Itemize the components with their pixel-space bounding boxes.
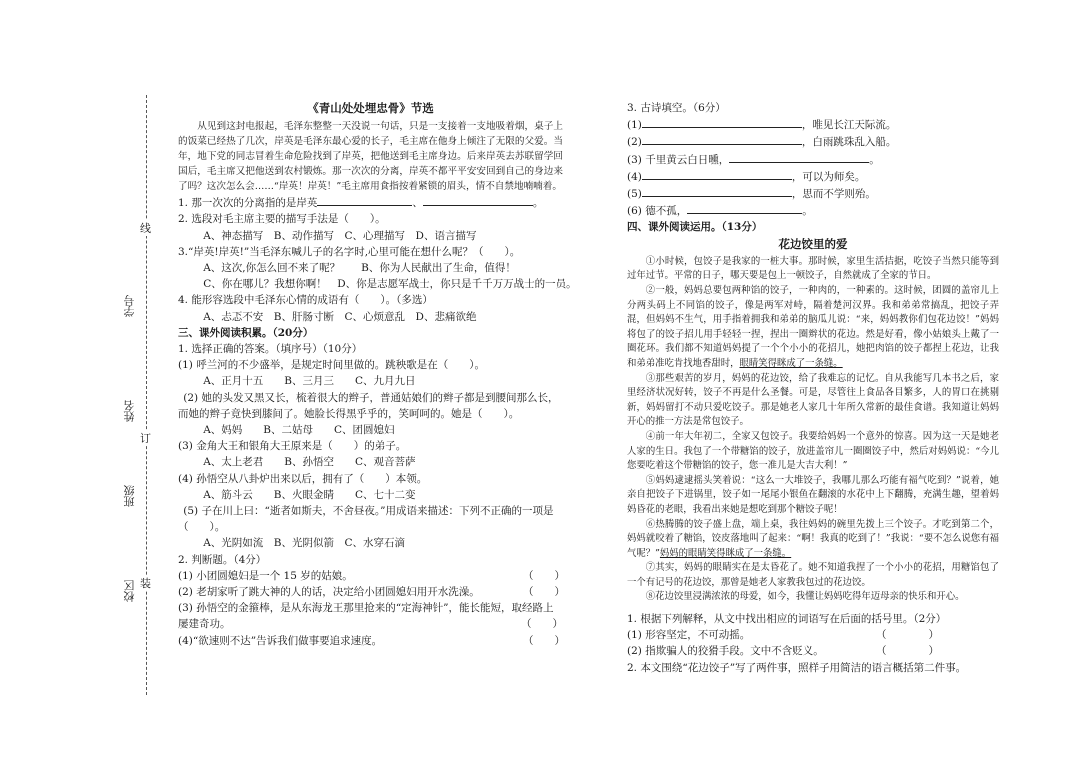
answer-blank[interactable]	[687, 202, 802, 214]
question-3-options-ab: A、这次,你怎么回不来了呢？ B、你为人民献出了生命，值得！	[203, 262, 516, 275]
choice-q4-options: A、筋斗云 B、火眼金睛 C、七十二变	[203, 488, 416, 501]
binding-margin	[118, 95, 178, 695]
class-label: 班级	[123, 485, 136, 507]
question-2: 2. 选段对毛主席主要的描写手法是（ ）。	[178, 213, 386, 226]
choice-q1: (1) 呼兰河的不少盛举，是规定时间里做的。跳秧歌是在（ ）。	[178, 359, 485, 372]
story-para-1: ①小时候，包饺子是我家的一桩大事。那时候，家里生活拮据，吃饺子当然只能等到过年过节。平常的日子，哪天要是包上一顿饺子，自然就成了全家的节日。	[627, 255, 999, 282]
judge-paren[interactable]: （ ）	[523, 634, 565, 647]
answer-blank[interactable]	[317, 194, 412, 206]
story-para-3: ③那些艰苦的岁月，妈妈的花边饺，给了我难忘的记忆。自从我能写几本书之后，家里经济状况好转，饺子不再是什么圣餐。可是，尽管往上食品各目繁多，人的胃口在挑剔新，妈妈留打不动只爱吃饺子。那是她老人家几十年所久常新的最佳食谱。我知道让妈妈开心的推一方法是常包饺子。	[627, 372, 999, 428]
question-1: 1. 那一次次的分离指的是岸英 、 。	[178, 194, 563, 211]
section-4-heading: 四、课外阅读运用。（13分）	[627, 221, 763, 234]
section-3-heading: 三、课外阅读积累。（20分）	[178, 326, 314, 339]
judge-item-4: (4)“欲速则不达”告诉我们做事要追求速度。 （ ）	[178, 633, 563, 649]
judge-item-1: (1) 小团圆媳妇是一个 15 岁的姑娘。 （ ）	[178, 568, 563, 584]
poem-2: (2) ，白雨跳珠乱入船。	[627, 133, 999, 150]
left-column	[178, 100, 577, 649]
choice-q1-options: A、正月十五 B、三月三 C、九月九日	[203, 375, 416, 388]
choice-q2-options: A、妈妈 B、二姑母 C、团圆媳妇	[203, 424, 395, 437]
judge-item-3: (3) 孙悟空的金箍棒，是从东海龙王那里抢来的“定海神针”，能长能短，取经路上屡建奇功。 （ ）	[178, 600, 563, 632]
choice-q3: (3) 金角大王和银角大王原来是（ ）的弟子。	[178, 440, 407, 453]
binding-line-char: 线	[140, 222, 151, 235]
poem-5: (5) ，思而不学则殆。	[627, 185, 999, 202]
answer-paren[interactable]: （ ）	[876, 629, 939, 642]
poem-6: (6) 德不孤， 。	[627, 202, 999, 219]
question-4: 4. 能形容选段中毛泽东心情的成语有（ ）。（多选）	[178, 294, 433, 307]
answer-paren[interactable]: （ ）	[876, 645, 939, 658]
binding-dashed-line	[146, 95, 147, 695]
answer-blank[interactable]	[642, 185, 792, 197]
story-para-6: ⑥热腾腾的饺子盛上盘，端上桌，我往妈妈的碗里先拨上三个饺子。才吃到第二个，妈妈就咬着了糖馅，饺皮落地叫了起来：“啊！我真的吃到了！”我说：“要不怎么说您有福气呢？”妈妈的眼睛笑得眯成了一条缝。	[627, 518, 999, 559]
answer-blank[interactable]	[642, 116, 802, 128]
name-label: 姓名	[123, 400, 136, 422]
story-title: 花边饺里的爱	[778, 236, 848, 251]
choice-q5-options: A、光阴如流 B、光阴似箭 C、水穿石滴	[203, 537, 406, 550]
binding-ding-char: 订	[140, 432, 151, 445]
judge-item-2: (2) 老胡家听了跳大神的人的话，决定给小团圆媳妇用开水洗澡。 （ ）	[178, 584, 563, 600]
story-para-5: ⑤妈妈逮逮摇头笑着说：“这么一大堆饺子，我哪儿那么巧能有福气吃到？”说着，她亲自把饺子下进锅里，饺子如一尾尾小银鱼在翻滚的水花中上下翻腾，充满生趣，望着妈妈昏花的老眼，我看出来她是想吃到那个糖饺子呢！	[627, 474, 999, 515]
poem-3: (3) 千里黄云白日曛， 。	[627, 151, 999, 168]
question-2-options: A、神态描写 B、动作描写 C、心理描写 D、语言描写	[203, 229, 477, 242]
choice-q5: (5) 子在川上曰：“逝者如斯夫，不舍昼夜。”用成语来描述：下列不正确的一项是（ ）。	[178, 505, 554, 534]
right-column	[627, 100, 999, 676]
story-para-8: ⑧花边饺里浸满浓浓的母爱，如今，我懂让妈妈吃得年迈母亲的快乐和开心。	[645, 591, 965, 603]
question-3-options-cd: C、你在哪儿？我想你啊！ D、你是志愿军战士，你只是千千万万战士的一员。	[203, 278, 577, 291]
judge-paren[interactable]: （ ）	[523, 586, 565, 599]
passage-title: 《青山处处埋忠骨》节选	[307, 101, 434, 115]
choice-q4: (4) 孙悟空从八卦炉出来以后，拥有了（ ）本领。	[178, 472, 428, 485]
judge-paren[interactable]: （ ）	[523, 569, 565, 582]
question-4-options: A、忐忑不安 B、肝肠寸断 C、心烦意乱 D、悲痛欲绝	[203, 310, 477, 323]
poem-4: (4) ，可以为师矣。	[627, 168, 999, 185]
passage-text: 从见到这封电报起，毛泽东整整一天没说一句话，只是一支接着一支地吸着烟，桌子上的饭菜已经热了几次，岸英是毛泽东最心爱的长子，毛主席在他身上倾注了无限的父爱。当年，地下党的同志冒着生命危险找到了岸英，把他送到毛主席身边。后来岸英去苏联留学回国后，毛主席又把他送到农村锻炼。那一次次的分离，岸英不都平平安安回到自己的身边来了吗？这次怎么会……“岸英！岸英！”毛主席用食指按着紧锁的眉头，情不自禁地喃喃着。	[178, 121, 563, 193]
story-para-2: ②一般，妈妈总要包两种馅的饺子，一种肉的，一种素的。这时候，团圆的盖帘儿上分两头码上不同馅的饺子，像是两军对峙，隔着楚河汉界。我和弟弟常搞乱，把饺子弄混，但妈妈不生气，用手指着拥我和弟弟的脑瓜儿说：“来，妈妈教你们包花边饺！”妈妈将包了的饺子招儿用手轻轻一捏，捏出一圈辫状的花边。然是好看，像小姑娘头上戴了一圈花环。我们都不知道妈妈提了一个个小小的花招儿，她把肉馅的饺子都捏上花边，让我和弟弟准吃肯找地香甜时，眼睛笑得眯成了一条缝。	[627, 285, 999, 369]
judge-heading: 2. 判断题。（4分）	[178, 553, 267, 566]
question-3: 3.“岸英!岸英!”当毛泽东喊儿子的名字时,心里可能在想什么呢？（ ）。	[178, 245, 521, 258]
choice-q3-options: A、太上老君 B、孙悟空 C、观音菩萨	[203, 456, 416, 469]
reading-q1-b: (2) 指欺骗人的狡猾手段。文中不含贬义。 （ ）	[627, 643, 999, 659]
answer-blank[interactable]	[729, 151, 869, 163]
school-label: 校区	[123, 580, 136, 602]
reading-question-1: 1. 根据下列解释，从文中找出相应的词语写在后面的括号里。（2分）	[627, 613, 947, 626]
reading-question-2: 2. 本文围绕“花边饺子”写了两件事，照样子用简洁的语言概括第二件事。	[627, 661, 967, 674]
story-para-4: ④前一年大年初二，全家又包饺子。我要给妈妈一个意外的惊喜。因为这一天是她老人家的生日。我包了一个带糖馅的饺子，放进盖帘儿一圈圈饺子中，然后对妈妈说：“今儿您要吃着这个带糖馅的饺子，您一准儿是大吉大利！”	[627, 430, 999, 472]
answer-blank[interactable]	[642, 168, 792, 180]
poem-1: (1) ，唯见长江天际流。	[627, 116, 999, 133]
answer-blank[interactable]	[642, 133, 802, 145]
poem-heading: 3. 古诗填空。（6分）	[627, 102, 726, 114]
story-para-7: ⑦其实，妈妈的眼睛实在是太昏花了。她不知道我捏了一个小小的花招，用糖馅包了一个有记号的花边饺，那曾是她老人家教我包过的花边饺。	[627, 562, 999, 588]
student-id-label: 学号	[123, 295, 136, 317]
judge-paren[interactable]: （ ）	[521, 618, 563, 631]
reading-q1-a: (1) 形容坚定，不可动摇。 （ ）	[627, 627, 999, 643]
choice-q2: (2) 她的头发又黑又长，梳着很大的辫子，普通姑娘们的辫子都是到腰间那么长，而她的辫子竟快到膝间了。她脸长得黑乎乎的，笑呵呵的。她是（ ）。	[178, 391, 559, 420]
binding-zhuang-char: 装	[140, 577, 151, 590]
answer-blank[interactable]	[423, 194, 533, 206]
choice-heading: 1. 选择正确的答案。（填序号）（10分）	[178, 343, 363, 356]
